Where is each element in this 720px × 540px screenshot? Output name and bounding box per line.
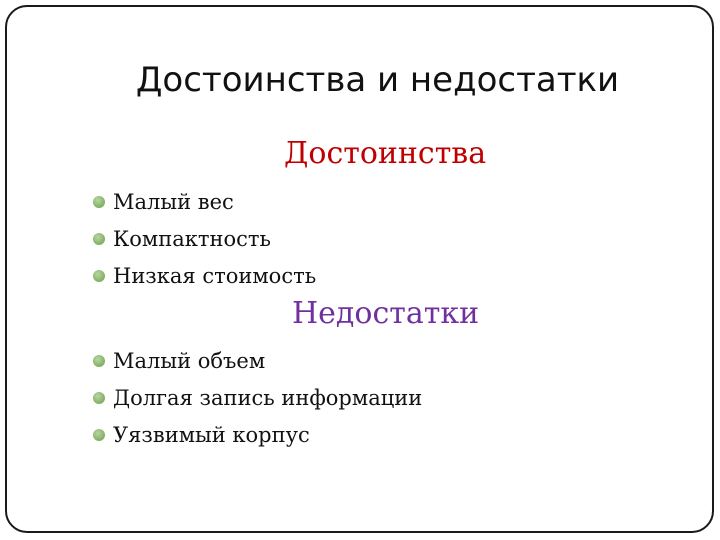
- advantages-list: [93, 183, 316, 294]
- list-item: [93, 220, 316, 257]
- list-item: [93, 416, 422, 453]
- bullet-icon: [93, 392, 105, 404]
- list-item-text: Уязвимый корпус: [113, 422, 310, 447]
- slide-title: Достоинства и недостатки: [135, 60, 620, 100]
- list-item: [93, 342, 422, 379]
- bullet-icon: [93, 355, 105, 367]
- list-item-text: Малый объем: [113, 348, 266, 373]
- list-item: [93, 183, 316, 220]
- list-item-text: Долгая запись информации: [113, 385, 423, 410]
- list-item-text: Низкая стоимость: [113, 263, 317, 288]
- list-item: [93, 257, 316, 294]
- list-item: [93, 379, 422, 416]
- bullet-icon: [93, 196, 105, 208]
- disadvantages-list: [93, 342, 422, 453]
- bullet-icon: [93, 233, 105, 245]
- bullet-icon: [93, 270, 105, 282]
- section-heading-disadvantages: Недостатки: [292, 296, 480, 331]
- section-heading-advantages: Достоинства: [284, 136, 487, 171]
- bullet-icon: [93, 429, 105, 441]
- list-item-text: Малый вес: [113, 189, 234, 214]
- list-item-text: Компактность: [113, 226, 271, 251]
